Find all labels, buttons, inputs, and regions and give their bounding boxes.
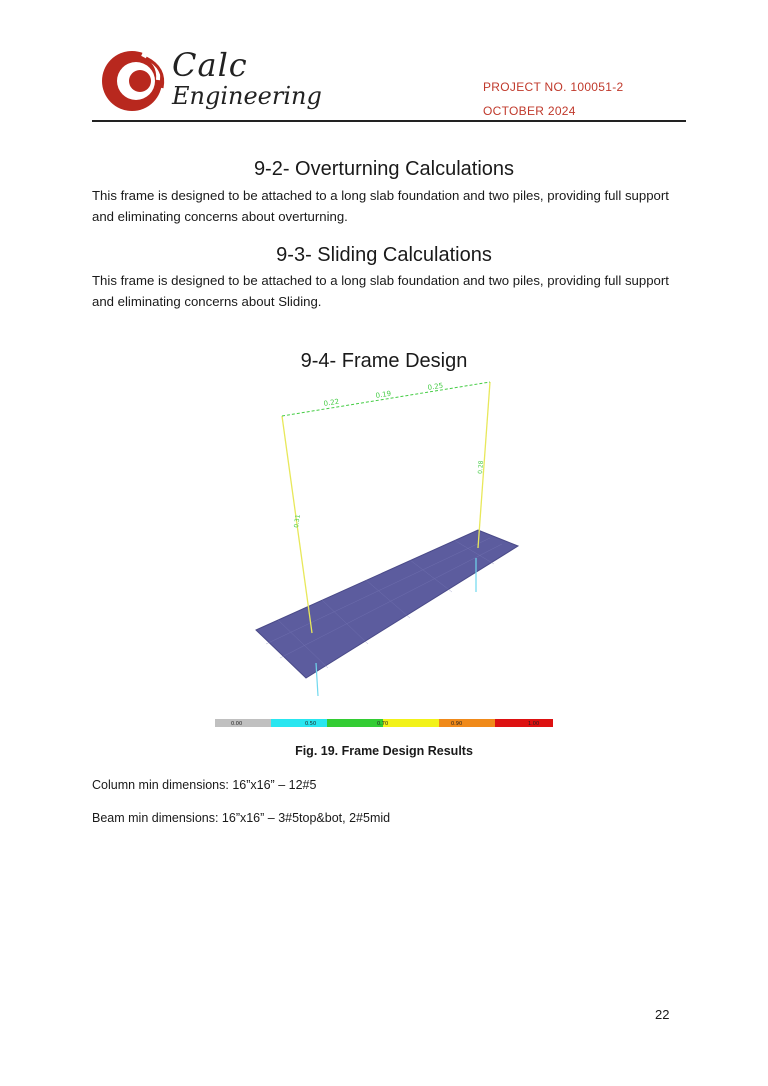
frame-beam bbox=[282, 382, 490, 416]
legend-tick-0: 0.00 bbox=[231, 721, 243, 727]
legend-segment-5 bbox=[495, 719, 553, 727]
beam-dimensions-note: Beam min dimensions: 16”x16” – 3#5top&bot, 2#5mid bbox=[92, 811, 391, 825]
legend-segment-3 bbox=[383, 719, 439, 727]
project-date: OCTOBER 2024 bbox=[483, 104, 576, 118]
legend-segment-0 bbox=[215, 719, 271, 727]
column-dimensions-note: Column min dimensions: 16”x16” – 12#5 bbox=[92, 778, 317, 792]
svg-text:0.25: 0.25 bbox=[427, 381, 444, 392]
legend-tick-1: 0.50 bbox=[305, 721, 317, 727]
project-number: PROJECT NO. 100051-2 bbox=[483, 80, 624, 94]
legend-tick-4: 1.00 bbox=[528, 721, 540, 727]
section-body-sliding: This frame is designed to be attached to a long slab foundation and two piles, providing full support and eliminating concerns about Sliding. bbox=[92, 273, 669, 309]
page-number: 22 bbox=[655, 1007, 670, 1022]
svg-text:0.19: 0.19 bbox=[375, 389, 392, 400]
frame-design-figure bbox=[250, 378, 525, 698]
header-rule bbox=[92, 120, 686, 122]
legend-tick-2: 0.70 bbox=[377, 721, 389, 727]
slab-foundation bbox=[256, 530, 518, 678]
section-title-overturning: 9-2- Overturning Calculations bbox=[253, 158, 515, 180]
svg-text:0.22: 0.22 bbox=[323, 397, 340, 408]
svg-text:0.31: 0.31 bbox=[293, 514, 302, 529]
svg-text:0.28: 0.28 bbox=[477, 460, 485, 475]
section-title-sliding: 9-3- Sliding Calculations bbox=[276, 244, 492, 266]
section-title-frame-design: 9-4- Frame Design bbox=[300, 350, 468, 372]
figure-caption: Fig. 19. Frame Design Results bbox=[295, 744, 473, 758]
legend-color-bar bbox=[215, 719, 553, 727]
legend-segment-1 bbox=[271, 719, 327, 727]
legend-segment-2 bbox=[327, 719, 383, 727]
legend-tick-3: 0.90 bbox=[451, 721, 463, 727]
section-body-overturning: This frame is designed to be attached to a long slab foundation and two piles, providing full support and eliminating concerns about overturning. bbox=[92, 188, 669, 224]
logo-text-calc: Calc bbox=[172, 46, 248, 84]
legend-segment-4 bbox=[439, 719, 495, 727]
logo-text-engineering: Engineering bbox=[172, 82, 322, 110]
